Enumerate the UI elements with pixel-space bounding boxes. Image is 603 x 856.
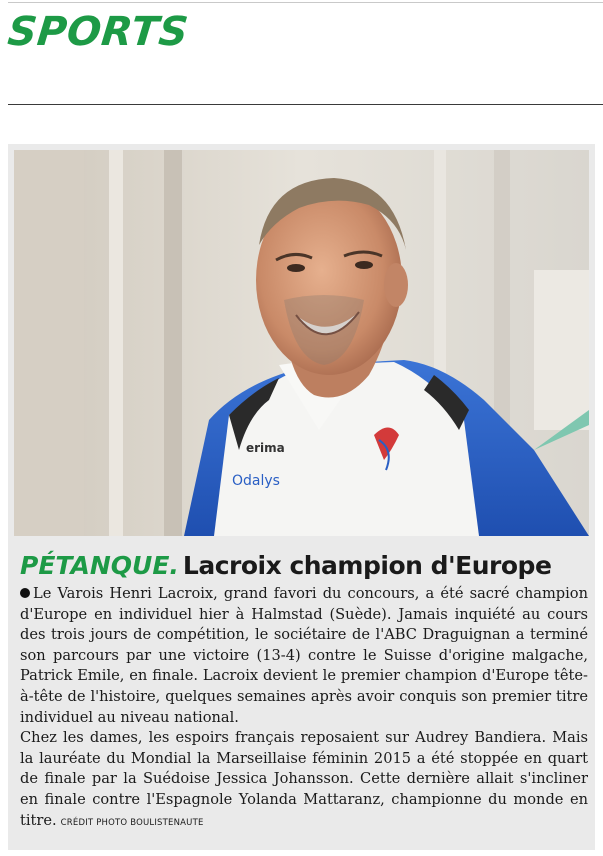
paragraph-1-wrap bbox=[20, 584, 588, 728]
paragraph-2: Chez les dames, les espoirs français reposaient sur Audrey Bandiera. Mais la lauréate du Mondial la Marseillaise féminin 2015 a été stoppée en quart de finale par la Suédoise Jessica Johansson. Cette dernière allait s'incliner en finale contre l'Espagnole Yolanda Mattaranz, championne du monde en titre. bbox=[20, 729, 588, 829]
headline-kicker: PÉTANQUE. bbox=[20, 551, 179, 580]
shirt-sponsor: Odalys bbox=[232, 473, 280, 489]
shirt-brand: erima bbox=[246, 441, 285, 455]
paragraph-2-wrap bbox=[20, 728, 588, 833]
photo-credit: CRÉDIT PHOTO BOULISTENAUTE bbox=[60, 817, 204, 828]
headline bbox=[20, 551, 590, 581]
paragraph-1: Le Varois Henri Lacroix, grand favori du concours, a été sacré champion d'Europe en individuel hier à Halmstad (Suède). Jamais inquiété au cours des trois jours de compétition, le sociétaire de l'ABC Draguignan a terminé son parcours par une victoire (13-4) contre le Suisse d'origine malgache, Patrick Emile, en finale. Lacroix devient le premier champion d'Europe tête-à-tête de l'histoire, quelques semaines après avoir conquis son premier titre individuel au niveau national. bbox=[20, 585, 588, 726]
article-photo bbox=[14, 150, 589, 536]
header-rule bbox=[8, 104, 603, 105]
headline-title: Lacroix champion d'Europe bbox=[182, 551, 552, 580]
bullet-icon bbox=[20, 588, 30, 598]
section-title: SPORTS bbox=[5, 9, 191, 55]
top-rule bbox=[8, 2, 603, 3]
article-body bbox=[20, 584, 588, 833]
